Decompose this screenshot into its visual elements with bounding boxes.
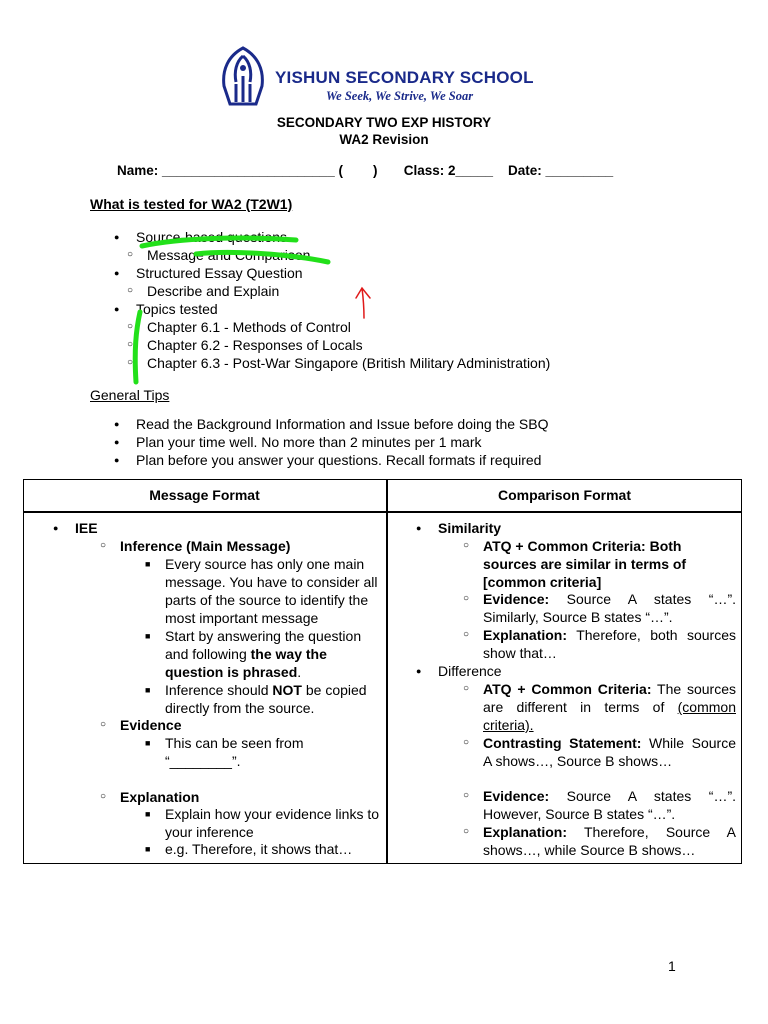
message-iee: ● IEE [75,519,98,537]
text-run-bold: Explanation: [483,824,568,840]
name-class-date-line: Name: _______________________ ( ) Class: 2_____ Date: _________ [117,163,614,178]
text-run: Therefore, Source A shows…, while Source B shows… [483,824,736,858]
list-item: ● Source-based questions [136,228,287,246]
text-run: The sources are different in terms of [483,681,737,715]
text-run: While Source A shows…, Source B shows… [483,735,736,769]
text-run: be copied directly from the source. [165,682,367,716]
message-format-header: Message Format [149,487,260,503]
text-run: Source A states “…”. Similarly, Source B states “…”. [483,591,736,625]
message-evidence-point: ■ This can be seen from “________”. [165,734,345,770]
comparison-similarity-point [483,626,736,662]
comparison-similarity: ● Similarity [438,519,501,537]
text-run: Therefore, both sources show that… [483,627,736,661]
text-run-underlined: (common criteria). [483,699,736,733]
list-item: ● Plan before you answer your questions. Recall formats if required [136,451,541,469]
list-item: ○ Chapter 6.3 - Post-War Singapore (British Military Administration) [147,354,550,372]
list-item: ○ Describe and Explain [147,282,279,300]
comparison-difference-point [483,734,736,770]
message-inference-point [165,627,380,681]
message-explanation: ○ Explanation [120,788,199,806]
text-run-bold: NOT [272,682,302,698]
comparison-difference-point [483,680,736,734]
text-run: . [297,664,302,680]
list-item: ● Plan your time well. No more than 2 minutes per 1 mark [136,433,481,451]
list-item: ○ Message and Comparison [147,246,310,264]
message-inference-point [165,681,380,717]
school-logo-icon [218,46,268,110]
text-run: Source A states “…”. However, Source B states “…”. [483,788,736,822]
document-subtitle: WA2 Revision [339,132,429,147]
list-item: ○ Chapter 6.2 - Responses of Locals [147,336,363,354]
comparison-similarity-point: ○ ATQ + Common Criteria: Both sources are similar in terms of [common criteria] [483,537,703,591]
text-run-bold: Explanation: [483,627,568,643]
text-run-bold: the way the question is phrased [165,646,327,680]
text-run: Inference should [165,682,273,698]
text-run-bold: Evidence: [483,788,550,804]
text-run-bold: Contrasting Statement: [483,735,642,751]
message-inference-point: ■ Every source has only one main message. You have to consider all parts of the source to identify the most important message [165,555,380,627]
list-item: ○ Chapter 6.1 - Methods of Control [147,318,351,336]
comparison-similarity-point [483,590,736,626]
message-evidence: ○ Evidence [120,716,181,734]
tested-heading: What is tested for WA2 (T2W1) [90,196,293,212]
text-run-bold: Evidence: [483,591,550,607]
school-name: YISHUN SECONDARY SCHOOL [275,68,534,87]
text-run-bold: ATQ + Common Criteria: [483,681,652,697]
comparison-difference-point [483,787,736,823]
document-title: SECONDARY TWO EXP HISTORY [276,115,492,130]
comparison-difference-point [483,823,736,859]
list-item: ● Structured Essay Question [136,264,303,282]
page-number: 1 [668,958,676,974]
table-divider [386,479,388,864]
table-header-divider [23,511,742,513]
list-item: ● Topics tested [136,300,218,318]
message-inference: ○ Inference (Main Message) [120,537,290,555]
message-explanation-point: ■ Explain how your evidence links to your inference [165,805,380,841]
tips-heading: General Tips [90,387,170,403]
comparison-difference: ● Difference [438,662,502,680]
comparison-format-header: Comparison Format [497,487,631,503]
red-arrow-icon [356,288,370,318]
text-run: Start by answering the question and following [165,628,362,662]
message-explanation-point: ■ e.g. Therefore, it shows that… [165,840,380,858]
highlighter-stroke [135,312,140,382]
list-item: ● Read the Background Information and Issue before doing the SBQ [136,415,549,433]
school-motto: We Seek, We Strive, We Soar [326,89,474,103]
